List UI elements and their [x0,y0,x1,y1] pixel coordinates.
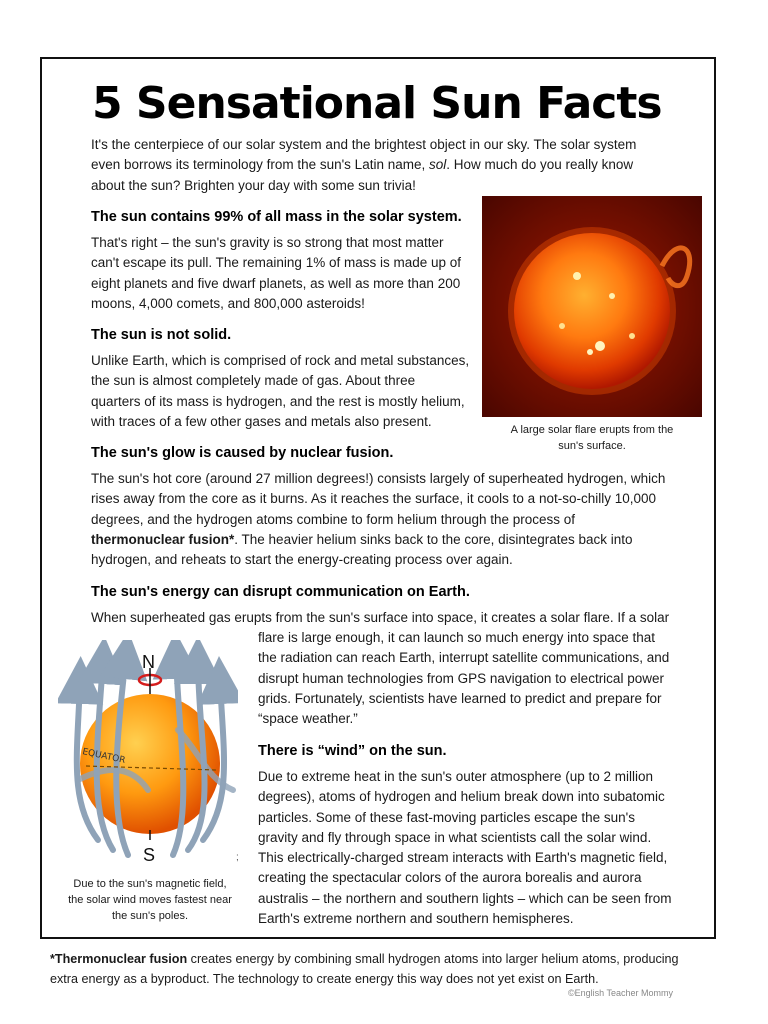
diagram-caption: Due to the sun's magnetic field, the solar wind moves fastest near the sun's poles. [68,878,232,922]
intro-line-3: about the sun? Brighten your day with some sun trivia! [91,177,416,193]
photo-caption: A large solar flare erupts from the sun's surface. [510,424,674,452]
fact1-heading: The sun contains 99% of all mass in the solar system. [91,209,462,225]
fact4-body: flare is large enough, it can launch so much energy into space that the radiation can reach Earth, interrupt satellite communications, and disrupt human technologies from GPS navigation to electrical power grids. Fortunately, scientists have learned to predict and prepare for “space weather.” [258,630,670,727]
fact2-body: Unlike Earth, which is comprised of rock and metal substances, the sun is almost completely made of gas. About three quarters of its mass is hydrogen, and the rest is mostly helium, with traces of a few other gases and metals also present. [91,353,470,429]
magnetic-field-diagram [58,640,238,872]
intro-line-1: It's the centerpiece of our solar system and the brightest object in our sky. The solar system [91,137,637,152]
fact5-body: Due to extreme heat in the sun's outer atmosphere (up to 2 million degrees), atoms of hydrogen and helium break down into subatomic particles. Some of these fast-moving particles escape the sun's gravity and fly through space in what scientists call the solar wind. This electrically-charged stream interacts with Earth's magnetic field, creating the spectacular colors of the aurora borealis and aurora australis – the northern and southern lights – which can be seen from Earth's extreme northern and southern hemispheres. [258,769,672,927]
south-label: S [143,845,156,865]
footnote: *Thermonuclear fusion creates energy by combining small hydrogen atoms into larger helium atoms, producing extra energy as a byproduct. The technology to create energy this way does not yet exist on Earth. [50,952,679,986]
fact4-body-line1: When superheated gas erupts from the sun's surface into space, it creates a solar flare. If a solar [91,610,670,625]
fact3-body: The sun's hot core (around 27 million degrees!) consists largely of superheated hydrogen, which rises away from the core as it burns. As it reaches the surface, it cools to a not-so-chilly 10,000 degrees, and the hydrogen atoms combine to form helium through the process of thermonuclear fusion*. The heavier helium sinks back to the core, disintegrates back into hydrogen, and reheats to start the energy-creating process over again. [91,471,666,568]
fact1-body: That's right – the sun's gravity is so strong that most matter can't escape its pull. The remaining 1% of mass is made up of eight planets and five dwarf planets, as well as more than 200 moons, 4,000 comets, and 800,000 asteroids! [91,235,462,311]
fusion-term: thermonuclear fusion* [91,531,235,547]
page-title: 5 Sensational Sun Facts [92,78,662,129]
copyright: ©English Teacher Mommy [568,988,674,998]
north-label: N [142,652,155,672]
fact3-heading: The sun's glow is caused by nuclear fusion. [91,445,394,461]
intro-line-2b: . How much do you really know [446,157,634,173]
footnote-term: *Thermonuclear fusion [50,952,188,966]
fact5-heading: There is “wind” on the sun. [258,743,447,759]
sun-photo [482,196,702,417]
intro-line-2a: even borrows its terminology from the sun's Latin name, [91,157,429,173]
fact4-heading: The sun's energy can disrupt communication on Earth. [91,584,470,600]
intro-paragraph [91,135,691,196]
fact2-heading: The sun is not solid. [91,327,232,343]
stray-mark: ; [236,852,239,863]
intro-sol: sol [428,157,447,173]
equator-label: EQUATOR [81,747,127,767]
